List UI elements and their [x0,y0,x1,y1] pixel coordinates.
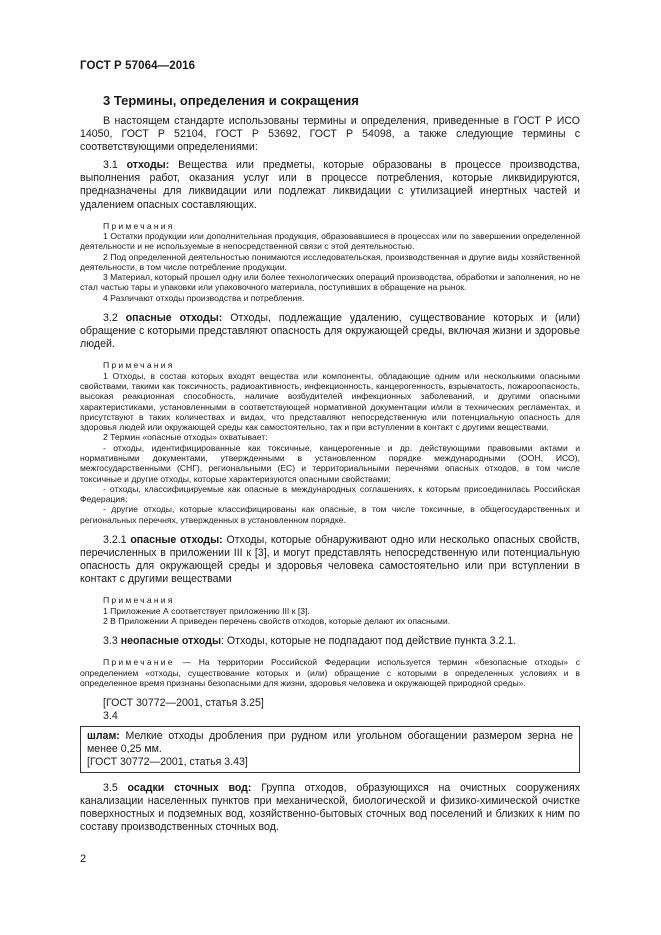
note: 1 Остатки продукции или дополнительная продукция, образовавшиеся в процессах или по завершении определенной деятельности и не используемые в непосредственной связи с этой деятельностью. [80,230,580,252]
notes-label: Примечания [103,360,175,371]
term-3-5 [80,782,580,834]
reference: [ГОСТ 30772—2001, статья 3.25] [103,697,264,710]
term-number: 3.3 [103,635,118,648]
term-number-3-4: 3.4 [103,710,118,723]
note: 1 Отходы, в состав которых входят вещества или компоненты, обладающие одним или несколькими опасными свойствами, такими как токсичность, радиоактивность, инфекционность, канцерогенность, взрывчатость, пожароопасность, высокая реакционная способность, наличие возбудителей инфекционных заболеваний, и другими опасными характеристиками, установленными в соответствующей нормативной документации и/или в технических регламентах, и присутствуют в таких количествах и видах, что представляют непосредственную или потенциальную опасность для здоровья людей или окружающей среды как самостоятельно, так и при вступлении в контакт с другими веществами. [80,370,580,433]
term-3-1 [80,159,580,211]
term-3-2 [80,312,580,351]
note: 3 Материал, который прошел одну или более технологических операций производства, обработки и заполнения, но не стал частью тары и упаковки или упаковочного материала, поступивших в обращение на рынок. [80,272,580,293]
term-3-4 [87,730,573,756]
term-title: опасные отходы: [125,312,223,325]
note: 2 В Приложении А приведен перечень свойств отходов, которые делают их опасными. [103,616,451,627]
term-title: шлам: [87,729,120,742]
document-body [80,92,580,834]
note: 2 Под определенной деятельностью понимаются исследовательская, производственная и другие виды хозяйственной деятельности, в том числе потребление продукции. [80,251,580,272]
note-text: — На территории Российской Федерации используется термин «безопасные отходы» с определением «отходы, существование которых и (или) обращение с которыми в определенных условиях и в определенное время признаны безопасными для жизни, здоровья человека и окружающей природной среды». [80,657,580,689]
term-number: 3.2 [103,312,118,325]
note: - отходы, классифицируемые как опасные в международных соглашениях, к которым присоединилась Российская Федерация; [80,483,580,505]
term-definition: Группа отходов, образующихся на очистных сооружениях канализации населенных пунктов при механической, биологической и физико-химической очистке поверхностных и подземных вод, хозяйственно-бытовых сточных вод поселений и близких к ним по составу производственных сточных вод. [80,781,580,834]
term-title: неопасные отходы [120,635,222,648]
note: - другие отходы, которые классифицированы как опасные, в том числе токсичные, в общегосударственных и региональных перечнях, утвержденных в установленном порядке. [80,504,580,525]
term-number: 3.2.1 [103,534,127,547]
term-definition: Отходы, которые обнаруживают одно или несколько опасных свойств, перечисленных в приложении III к [3], и могут представлять непосредственную или потенциальную опасность для окружающей среды и здоровья человека самостоятельно или при вступлении в контакт с другими веществами [80,534,580,586]
document-header: ГОСТ Р 57064—2016 [80,60,196,72]
term-number: 3.5 [103,781,118,794]
reference: [ГОСТ 30772—2001, статья 3.43] [87,755,248,768]
term-number: 3.1 [103,159,118,172]
note [80,657,580,688]
note: 1 Приложение А соответствует приложению III к [3]. [103,605,310,616]
note: 2 Термин «опасные отходы» охватывает: [103,432,268,443]
page-number: 2 [80,853,87,865]
term-title: опасные отходы: [130,534,223,547]
term-definition: : Отходы, которые не подпадают под действие пункта 3.2.1. [221,635,517,648]
term-3-4-box [80,726,580,773]
term-3-3 [80,635,580,648]
term-definition: Отходы, подлежащие удалению, существование которых и (или) обращение с которыми представляют опасность для окружающей среды, включая жизни и здоровье людей. [80,312,580,351]
term-definition: Вещества или предметы, которые образованы в процессе производства, выполнения работ, оказания услуг или в процессе потребления, которые ликвидируются, предназначены для ликвидации или подлежат ликвидации с утилизацией инертных частей и удалением опасных составляющих. [80,159,580,211]
section-heading: 3 Термины, определения и сокращения [103,93,359,108]
notes-label: Примечания [103,595,175,606]
note: - отходы, идентифицированные как токсичные, канцерогенные и др. действующими правовыми актами и нормативными документами, утвержденными в установленном порядке международными (ООН, ИСО), межгосударственными (СНГ), региональными (ЕС) и территориальными перечнями опасных отходов, в том числе токсичные и другие отходы, которые характеризуются опасными свойствами; [80,442,580,484]
intro-paragraph: В настоящем стандарте использованы термины и определения, приведенные в ГОСТ Р ИСО 14050, ГОСТ Р 52104, ГОСТ Р 53692, ГОСТ Р 54098, а также следующие термины с соответствующими определениями: [80,115,580,154]
term-title: осадки сточных вод: [127,781,252,794]
term-definition: Мелкие отходы дробления при рудном или угольном обогащении размером зерна не менее 0,25 мм. [87,729,573,755]
notes-label: Примечания [103,220,175,231]
term-title: отходы: [126,159,170,172]
note: 4 Различают отходы производства и потребления. [103,292,305,303]
note-label: Примечание [103,657,175,668]
term-3-2-1 [80,534,580,586]
